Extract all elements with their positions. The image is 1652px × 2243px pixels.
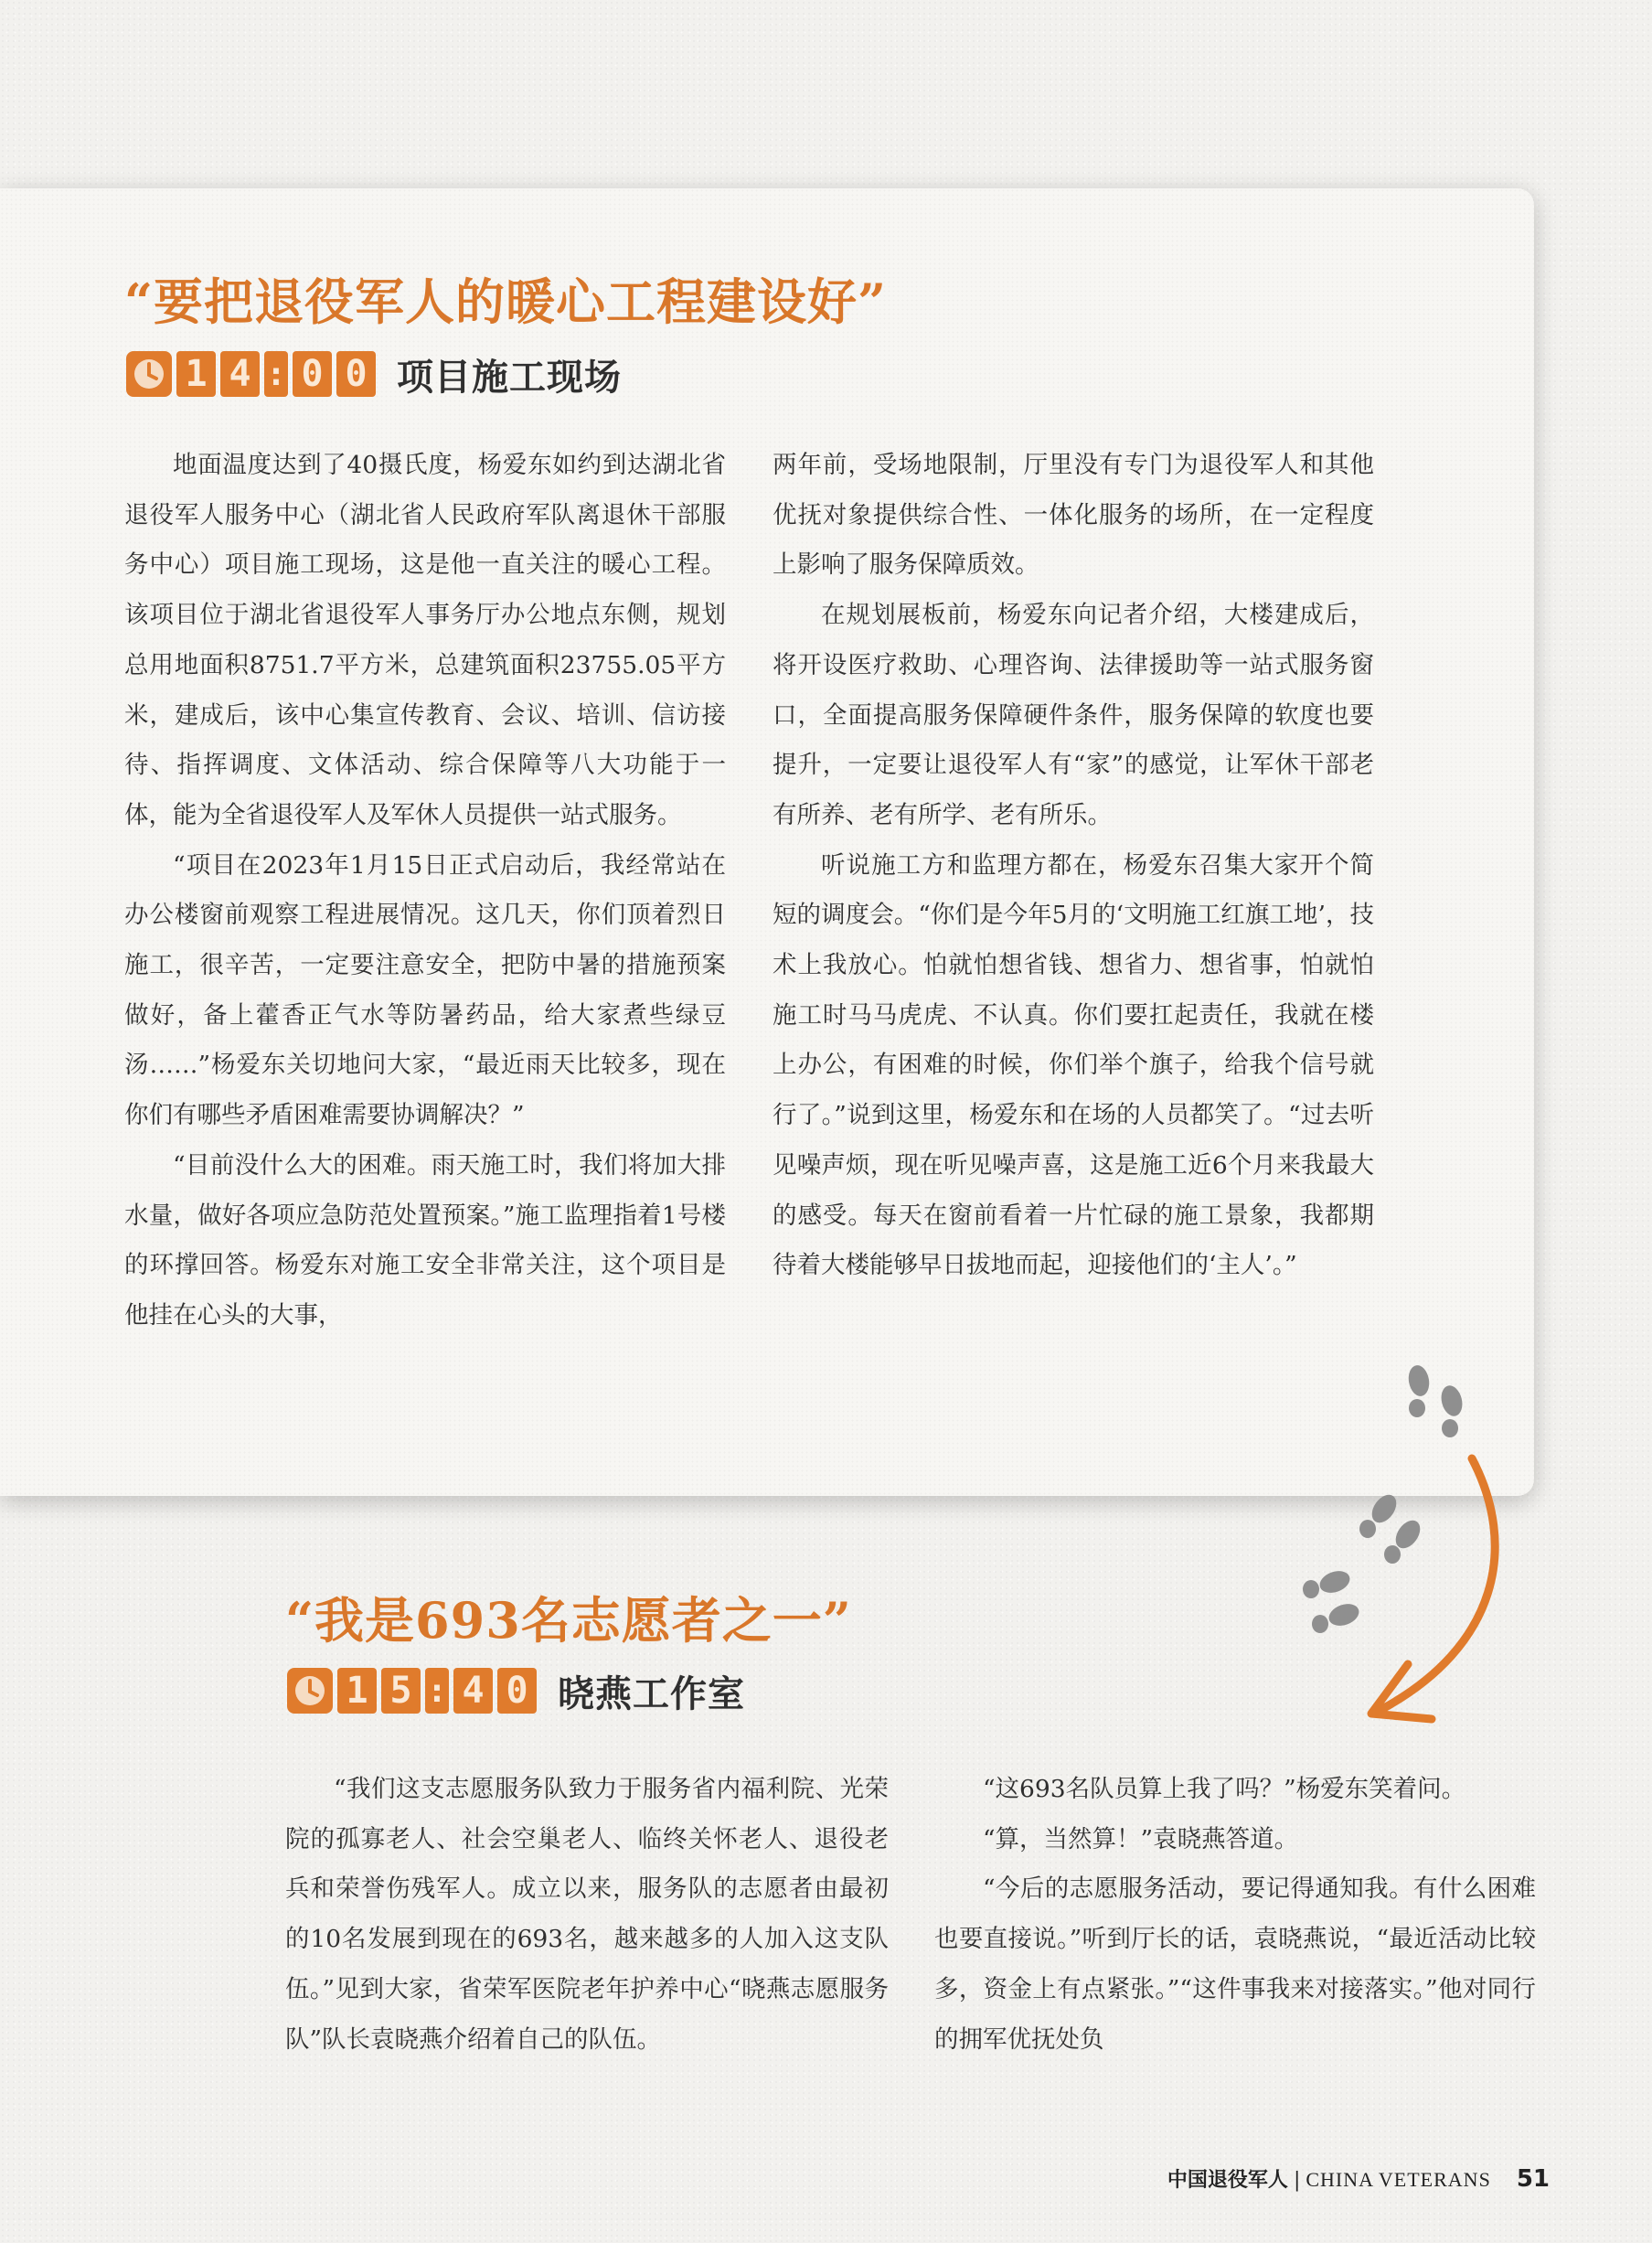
clock-icon: [287, 1668, 333, 1714]
paragraph: “算，当然算！”袁晓燕答道。: [983, 1824, 1299, 1853]
time-digit: 0: [497, 1668, 537, 1714]
magazine-name: 中国退役军人: [1167, 2169, 1288, 2192]
page-number: 51: [1516, 2165, 1550, 2193]
paragraph: 地面温度达到了40摄氏度，杨爱东如约到达湖北省退役军人服务中心（湖北省人民政府军队离退休干部服务中心）项目施工现场，这是他一直关注的暖心工程。该项目位于湖北省退役军人事务厅办公地点东侧，规划总用地面积8751.7平方米，总建筑面积23755.05平方米，建成后，该中心集宣传教育、会议、培训、信访接待、指挥调度、文体活动、综合保障等八大功能于一体，能为全省退役军人及军休人员提供一站式服务。: [124, 451, 726, 829]
time-digit: 1: [176, 351, 216, 397]
page-footer: [1167, 2164, 1550, 2193]
section2-location: 晓燕工作室: [558, 1672, 745, 1715]
paragraph: “这693名队员算上我了吗？”杨爱东笑着问。: [983, 1775, 1466, 1803]
time-digit: 0: [293, 351, 332, 397]
paragraph: “今后的志愿服务活动，要记得通知我。有什么困难也要直接说。”听到厅长的话，袁晓燕说，“最近活动比较多，资金上有点紧张。”“这件事我来对接落实。”他对同行的拥军优抚处负: [934, 1875, 1536, 2054]
paragraph-continuation: 两年前，受场地限制，厅里没有专门为退役军人和其他优抚对象提供综合性、一体化服务的场所，在一定程度上影响了服务保障质效。: [773, 451, 1374, 580]
time-colon: :: [264, 351, 288, 397]
section2-left-column: [285, 1765, 889, 2065]
time-digit: 4: [453, 1668, 493, 1714]
paragraph: “项目在2023年1月15日正式启动后，我经常站在办公楼窗前观察工程进展情况。这几天，你们顶着烈日施工，很辛苦，一定要注意安全，把防中暑的措施预案做好，备上藿香正气水等防暑药品，给大家煮些绿豆汤……”杨爱东关切地问大家，“最近雨天比较多，现在你们有哪些矛盾困难需要协调解决？”: [124, 850, 726, 1130]
paragraph: 在规划展板前，杨爱东向记者介绍，大楼建成后，将开设医疗救助、心理咨询、法律援助等一站式服务窗口，全面提高服务保障硬件条件，服务保障的软度也要提升，一定要让退役军人有“家”的感觉，让军休干部老有所养、老有所学、老有所乐。: [773, 601, 1374, 829]
section1-headline: “要把退役军人的暖心工程建设好”: [124, 272, 888, 331]
paragraph: 听说施工方和监理方都在，杨爱东召集大家开个简短的调度会。“你们是今年5月的‘文明施工红旗工地’，技术上我放心。怕就怕想省钱、想省力、想省事，怕就怕施工时马马虎虎、不认真。你们要扛起责任，我就在楼上办公，有困难的时候，你们举个旗子，给我个信号就行了。”说到这里，杨爱东和在场的人员都笑了。“过去听见噪声烦，现在听见噪声喜，这是施工近6个月来我最大的感受。每天在窗前看着一片忙碌的施工景象，我都期待着大楼能够早日拔地而起，迎接他们的‘主人’。”: [773, 850, 1374, 1280]
magazine-english-name: CHINA VETERANS: [1306, 2168, 1491, 2191]
section1-location: 项目施工现场: [397, 356, 622, 399]
time-digit: 5: [381, 1668, 421, 1714]
time-digit: 4: [220, 351, 260, 397]
section1-left-column: [124, 441, 726, 1341]
section2-headline: “我是693名志愿者之一”: [285, 1591, 852, 1650]
paragraph: “目前没什么大的困难。雨天施工时，我们将加大排水量，做好各项应急防范处置预案。”施工监理指着1号楼的环撑回答。杨爱东对施工安全非常关注，这个项目是他挂在心头的大事，: [124, 1150, 726, 1330]
time-digit: 0: [336, 351, 376, 397]
footprints-icon: [1271, 1362, 1508, 1746]
time-digit: 1: [337, 1668, 377, 1714]
time-colon: :: [425, 1668, 449, 1714]
section2-right-column: [934, 1765, 1536, 2065]
footer-separator: |: [1293, 2169, 1301, 2192]
section1-right-column: [773, 441, 1374, 1291]
clock-icon: [126, 351, 172, 397]
section2-timebar: [287, 1666, 745, 1715]
paragraph: “我们这支志愿服务队致力于服务省内福利院、光荣院的孤寡老人、社会空巢老人、临终关怀老人、退役老兵和荣誉伤残军人。成立以来，服务队的志愿者由最初的10名发展到现在的693名，越来越多的人加入这支队伍。”见到大家，省荣军医院老年护养中心“晓燕志愿服务队”队长袁晓燕介绍着自己的队伍。: [285, 1775, 889, 2054]
section1-timebar: [126, 349, 622, 399]
